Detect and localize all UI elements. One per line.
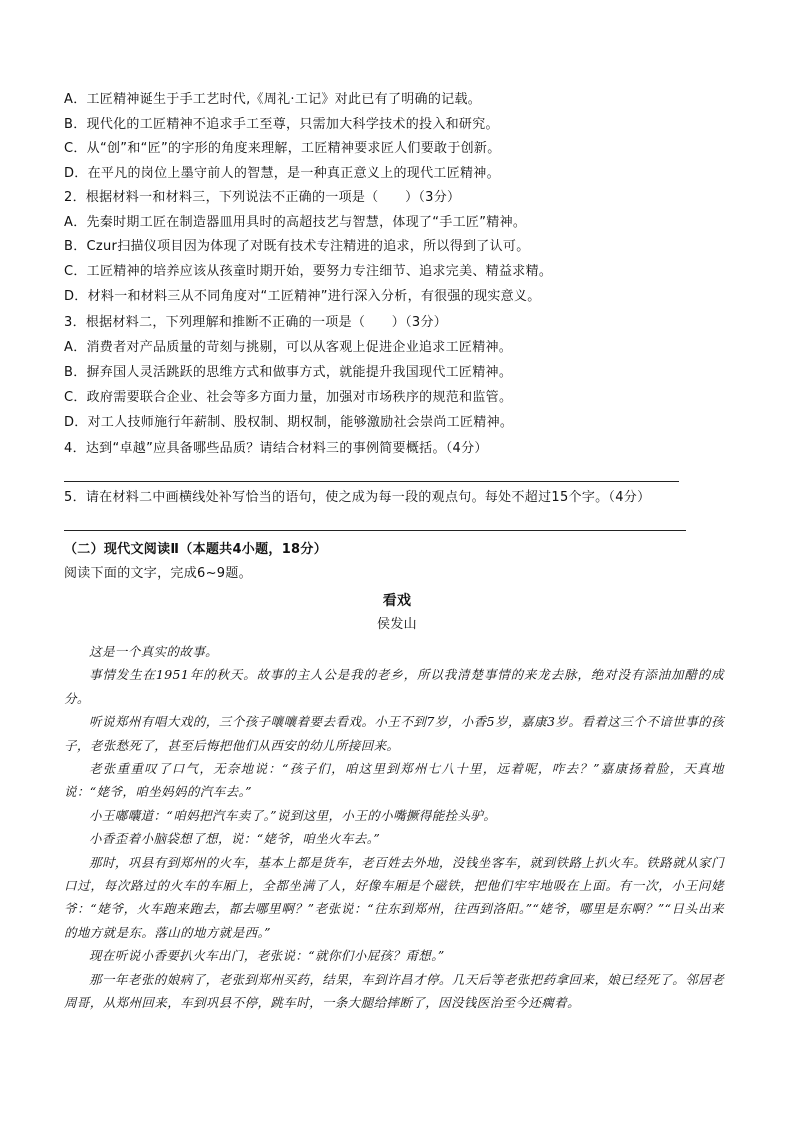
story-paragraph: 听说郑州有唱大戏的，三个孩子嚷嚷着要去看戏。小王不到7岁，小香5岁，嘉康3岁。看着这三个不谙世事的孩子，老张愁死了，甚至后悔把他们从西安的幼儿所接回来。	[64, 714, 724, 753]
q2-stem: 2．根据材料一和材料三，下列说法不正确的一项是（ ）（3分）	[64, 190, 461, 205]
story-paragraph: 事情发生在1951年的秋天。故事的主人公是我的老乡，所以我清楚事情的来龙去脉，绝对没有添油加醋的成分。	[64, 667, 724, 706]
q4-answer-line	[64, 481, 679, 482]
q1-option-d: D．在平凡的岗位上墨守前人的智慧，是一种真正意义上的现代工匠精神。	[64, 166, 500, 181]
q1-option-b: B．现代化的工匠精神不追求手工至尊，只需加大科学技术的投入和研究。	[64, 117, 499, 132]
story-paragraph: 这是一个真实的故事。	[89, 644, 219, 659]
reading-instruction: 阅读下面的文字，完成6~9题。	[64, 566, 252, 581]
story-body	[64, 640, 724, 1015]
q5-stem: 5．请在材料二中画横线处补写恰当的语句，使之成为每一段的观点句。每处不超过15个字。（4分）	[64, 490, 651, 505]
story-author: 侯发山	[377, 617, 417, 632]
story-paragraph: 小香歪着小脑袋想了想，说：“姥爷，咱坐火车去。”	[89, 831, 381, 847]
section-heading: （二）现代文阅读Ⅱ（本题共4小题，18分）	[64, 542, 327, 557]
q3-option-c: C．政府需要联合企业、社会等多方面力量，加强对市场秩序的规范和监管。	[64, 390, 513, 405]
q2-option-a: A．先秦时期工匠在制造器皿用具时的高超技艺与智慧，体现了“手工匠”精神。	[64, 215, 527, 230]
story-paragraph: 老张重重叹了口气，无奈地说：“孩子们，咱这里到郑州七八十里，远着呢，咋去？”嘉康扬着脸，天真地说：“姥爷，咱坐妈妈的汽车去。”	[64, 761, 724, 800]
q1-option-a: A．工匠精神诞生于手工艺时代,《周礼·工记》对此已有了明确的记载。	[64, 92, 482, 107]
story-paragraph: 现在听说小香要扒火车出门，老张说：“就你们小屁孩？甭想。”	[89, 948, 445, 964]
q3-option-a: A．消费者对产品质量的苛刻与挑剔，可以从客观上促进企业追求工匠精神。	[64, 340, 513, 355]
q4-stem: 4．达到“卓越”应具备哪些品质？请结合材料三的事例简要概括。（4分）	[64, 441, 488, 456]
q5-answer-line	[64, 530, 686, 531]
q2-option-b: B．Czur扫描仪项目因为体现了对既有技术专注精进的追求，所以得到了认可。	[64, 239, 530, 254]
story-title: 看戏	[382, 593, 412, 609]
q1-option-c: C．从“创”和“匠”的字形的角度来理解，工匠精神要求匠人们要敢于创新。	[64, 141, 501, 156]
q3-option-b: B．摒弃国人灵活跳跃的思维方式和做事方式，就能提升我国现代工匠精神。	[64, 365, 513, 380]
story-paragraph: 小王嘟囔道：“咱妈把汽车卖了。”说到这里，小王的小嘴撅得能拴头驴。	[89, 807, 497, 823]
story-paragraph: 那一年老张的娘病了，老张到郑州买药，结果，车到许昌才停。几天后等老张把药拿回来，娘已经死了。邻居老周哥，从郑州回来，车到巩县不停，跳车时，一条大腿给摔断了，因没钱医治至今还瘸着。	[64, 971, 724, 1011]
q3-stem: 3．根据材料二，下列理解和推断不正确的一项是（ ）（3分）	[64, 315, 448, 330]
q2-option-c: C．工匠精神的培养应该从孩童时期开始，要努力专注细节、追求完美、精益求精。	[64, 264, 553, 279]
q2-option-d: D．材料一和材料三从不同角度对“工匠精神”进行深入分析，有很强的现实意义。	[64, 289, 541, 304]
q3-option-d: D．对工人技师施行年薪制、股权制、期权制，能够激励社会崇尚工匠精神。	[64, 415, 514, 430]
story-paragraph: 那时，巩县有到郑州的火车，基本上都是货车，老百姓去外地，没钱坐客车，就到铁路上扒火车。铁路就从家门口过，每次路过的火车的车厢上，全都坐满了人，好像车厢是个磁铁，把他们牢牢地吸在上面。有一次，小王问姥爷：“姥爷，火车跑来跑去，都去哪里啊？”老张说：“往东到郑州，往西到洛阳。”“姥爷，哪里是东啊？”“日头出来的地方就是东。落山的地方就是西。”	[64, 854, 724, 940]
